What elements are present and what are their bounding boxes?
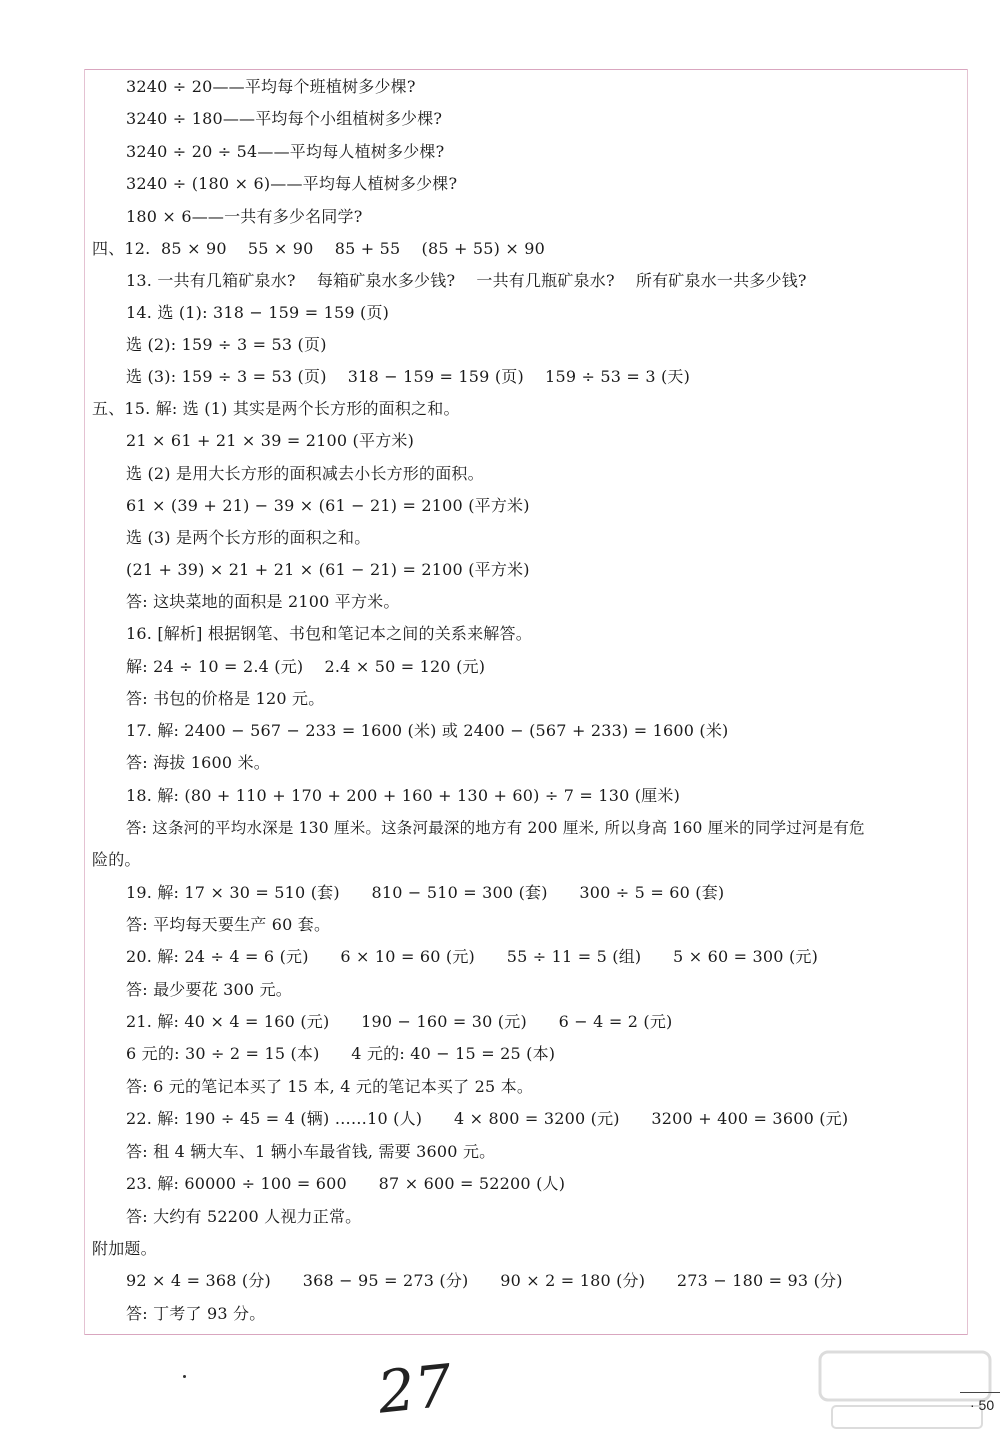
- footer-rule: [960, 1392, 1000, 1393]
- text-line: 答: 最少要花 300 元。: [126, 980, 292, 999]
- text-line: 21 × 61 + 21 × 39 = 2100 (平方米): [126, 431, 415, 450]
- page-frame-bottom: [84, 1334, 968, 1335]
- page-frame-left: [84, 69, 85, 1335]
- text-line: 解: 24 ÷ 10 = 2.4 (元) 2.4 × 50 = 120 (元): [126, 657, 486, 676]
- page-frame-top: [84, 69, 968, 70]
- text-line: 答: 丁考了 93 分。: [126, 1304, 266, 1323]
- text-line: 3240 ÷ 180——平均每个小组植树多少棵?: [126, 109, 443, 128]
- text-line: 答: 大约有 52200 人视力正常。: [126, 1207, 362, 1226]
- text-line: 13. 一共有几箱矿泉水? 每箱矿泉水多少钱? 一共有几瓶矿泉水? 所有矿泉水一共多少钱?: [126, 271, 807, 290]
- text-line: 答: 海拔 1600 米。: [126, 753, 270, 772]
- text-line: 14. 选 (1): 318 − 159 = 159 (页): [126, 303, 390, 322]
- text-line: 180 × 6——一共有多少名同学?: [126, 207, 363, 226]
- text-line: 20. 解: 24 ÷ 4 = 6 (元) 6 × 10 = 60 (元) 55 ÷ 11 = 5 (组) 5 × 60 = 300 (元): [126, 947, 819, 966]
- text-line: 选 (3): 159 ÷ 3 = 53 (页) 318 − 159 = 159 (页) 159 ÷ 53 = 3 (天): [126, 367, 691, 386]
- text-line: 答: 平均每天要生产 60 套。: [126, 915, 331, 934]
- text-line: (21 + 39) × 21 + 21 × (61 − 21) = 2100 (平方米): [126, 560, 530, 579]
- page-number: · 50: [970, 1397, 995, 1413]
- text-line: 选 (3) 是两个长方形的面积之和。: [126, 528, 371, 547]
- text-line: 3240 ÷ 20——平均每个班植树多少棵?: [126, 77, 416, 96]
- text-line: 选 (2) 是用大长方形的面积减去小长方形的面积。: [126, 464, 484, 483]
- text-line: 92 × 4 = 368 (分) 368 − 95 = 273 (分) 90 × 2 = 180 (分) 273 − 180 = 93 (分): [126, 1271, 843, 1290]
- text-line: 3240 ÷ 20 ÷ 54——平均每人植树多少棵?: [126, 142, 445, 161]
- text-line: 16. [解析] 根据钢笔、书包和笔记本之间的关系来解答。: [126, 624, 532, 643]
- text-line: 3240 ÷ (180 × 6)——平均每人植树多少棵?: [126, 174, 458, 193]
- text-line: 险的。: [92, 850, 141, 869]
- section-heading: 四、12. 85 × 90 55 × 90 85 + 55 (85 + 55) × 90: [92, 239, 546, 258]
- ink-dot: [183, 1375, 186, 1378]
- text-line: 选 (2): 159 ÷ 3 = 53 (页): [126, 335, 327, 354]
- text-line: 22. 解: 190 ÷ 45 = 4 (辆) ……10 (人) 4 × 800 = 3200 (元) 3200 + 400 = 3600 (元): [126, 1109, 849, 1128]
- section-heading: 附加题。: [92, 1239, 157, 1258]
- text-line: 答: 6 元的笔记本买了 15 本, 4 元的笔记本买了 25 本。: [126, 1077, 534, 1096]
- text-line: 19. 解: 17 × 30 = 510 (套) 810 − 510 = 300 (套) 300 ÷ 5 = 60 (套): [126, 883, 725, 902]
- text-line: 17. 解: 2400 − 567 − 233 = 1600 (米) 或 2400 − (567 + 233) = 1600 (米): [126, 721, 729, 740]
- text-line: 23. 解: 60000 ÷ 100 = 600 87 × 600 = 52200 (人): [126, 1174, 566, 1193]
- handwritten-page-number: 27: [374, 1351, 456, 1427]
- text-line: 答: 租 4 辆大车、1 辆小车最省钱, 需要 3600 元。: [126, 1142, 496, 1161]
- section-heading: 五、15. 解: 选 (1) 其实是两个长方形的面积之和。: [92, 399, 460, 418]
- text-line: 答: 这块菜地的面积是 2100 平方米。: [126, 592, 400, 611]
- text-line: 答: 书包的价格是 120 元。: [126, 689, 325, 708]
- text-line: 21. 解: 40 × 4 = 160 (元) 190 − 160 = 30 (元) 6 − 4 = 2 (元): [126, 1012, 673, 1031]
- page-frame-right: [967, 69, 968, 1335]
- text-line: 61 × (39 + 21) − 39 × (61 − 21) = 2100 (平方米): [126, 496, 530, 515]
- text-line: 答: 这条河的平均水深是 130 厘米。这条河最深的地方有 200 厘米, 所以身高 160 厘米的同学过河是有危: [126, 819, 865, 837]
- watermark-logo: [812, 1346, 997, 1436]
- text-line: 18. 解: (80 + 110 + 170 + 200 + 160 + 130 + 60) ÷ 7 = 130 (厘米): [126, 786, 681, 805]
- text-line: 6 元的: 30 ÷ 2 = 15 (本) 4 元的: 40 − 15 = 25 (本): [126, 1044, 556, 1063]
